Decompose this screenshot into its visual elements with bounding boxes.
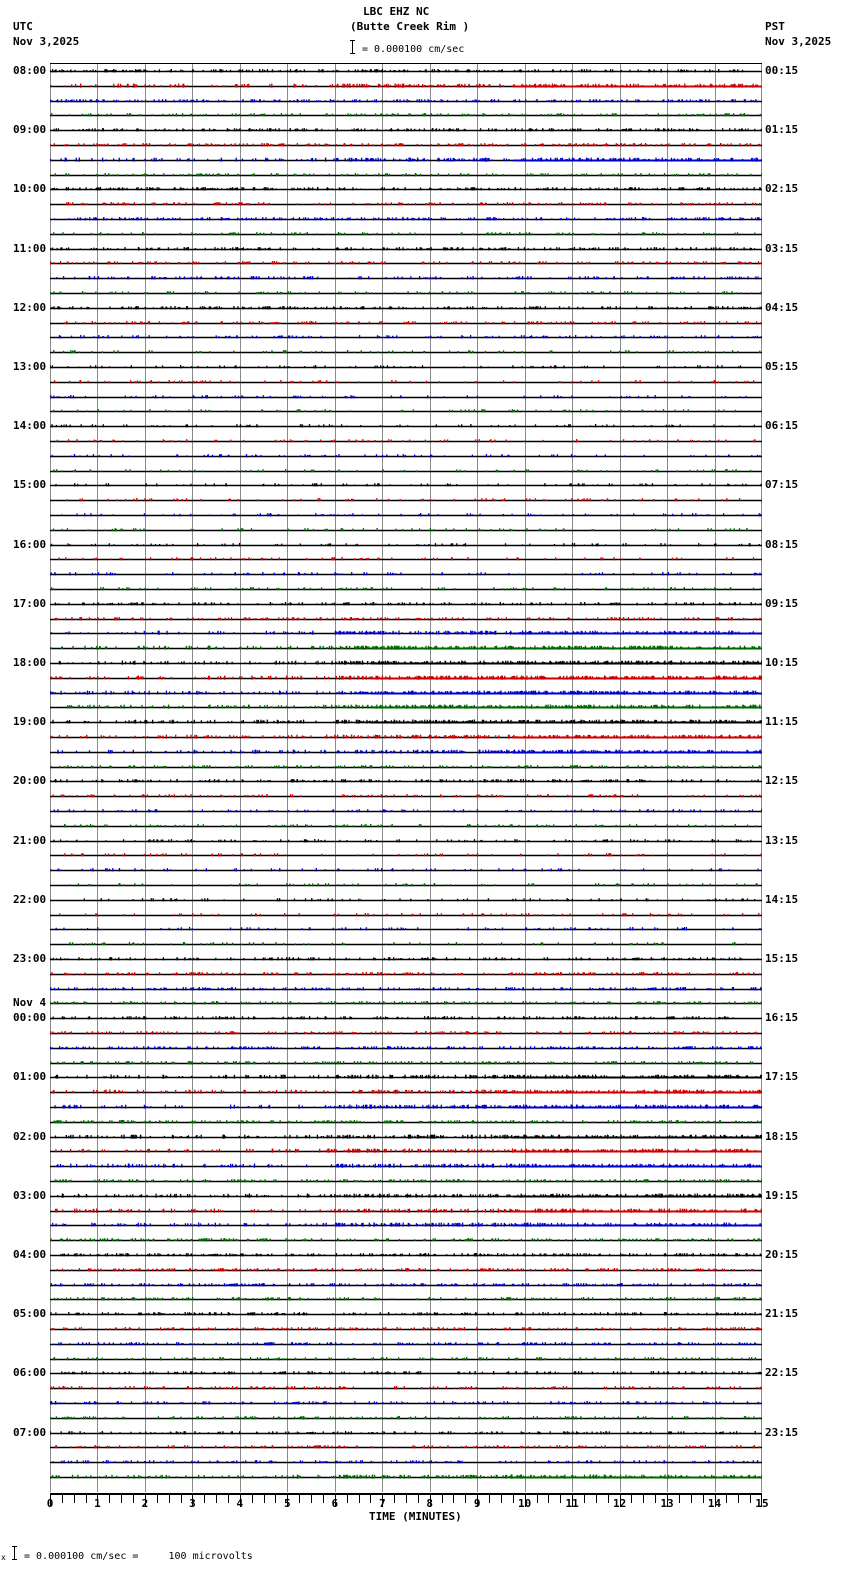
- minor-tick: [74, 1495, 75, 1503]
- trace-row: [50, 230, 762, 238]
- trace-row: [50, 1473, 762, 1481]
- minor-tick: [406, 1495, 407, 1503]
- minor-tick: [703, 1495, 704, 1503]
- trace-row: [50, 881, 762, 889]
- trace-row: [50, 1088, 762, 1096]
- trace-row: [50, 629, 762, 637]
- minor-tick: [121, 1495, 122, 1503]
- trace-row: [50, 1073, 762, 1081]
- x-tick-label: 15: [755, 1497, 769, 1510]
- trace-row: [50, 1325, 762, 1333]
- minor-tick: [608, 1495, 609, 1503]
- trace-row: [50, 1162, 762, 1170]
- pst-hour-label: 02:15: [765, 182, 799, 196]
- trace-row: [50, 555, 762, 563]
- pst-hour-label: 17:15: [765, 1070, 799, 1084]
- trace-row: [50, 82, 762, 90]
- trace-row: [50, 407, 762, 415]
- minor-tick: [264, 1495, 265, 1503]
- trace-row: [50, 126, 762, 134]
- pst-hour-label: 07:15: [765, 478, 799, 492]
- utc-hour-label: 06:00: [13, 1366, 47, 1380]
- trace-row: [50, 319, 762, 327]
- minor-tick: [275, 1495, 276, 1503]
- utc-hour-label: 00:00: [13, 1011, 47, 1025]
- minor-tick: [453, 1495, 454, 1503]
- trace-row: [50, 748, 762, 756]
- pst-hour-label: 20:15: [765, 1248, 799, 1261]
- trace-row: [50, 1118, 762, 1126]
- trace-row: [50, 452, 762, 460]
- pst-hour-label: 18:15: [765, 1129, 799, 1143]
- x-tick-label: 5: [284, 1497, 291, 1510]
- scale-bar-icon: [352, 40, 353, 54]
- trace-row: [50, 777, 762, 785]
- trace-row: [50, 481, 762, 489]
- minor-tick: [359, 1495, 360, 1503]
- pst-hour-label: 08:15: [765, 537, 799, 551]
- pst-hour-label: 10:15: [765, 656, 799, 669]
- trace-row: [50, 1177, 762, 1185]
- trace-row: [50, 289, 762, 297]
- minor-tick: [109, 1495, 110, 1503]
- trace-row: [50, 970, 762, 978]
- x-tick-label: 9: [473, 1497, 481, 1510]
- utc-hour-label: 02:00: [13, 1129, 47, 1143]
- trace-row: [50, 67, 762, 75]
- trace-row: [50, 733, 762, 741]
- trace-row: [50, 851, 762, 859]
- seismogram-plot: [50, 63, 762, 1494]
- pst-hour-label: 09:15: [765, 596, 799, 610]
- minor-tick: [513, 1495, 514, 1503]
- trace-row: [50, 1029, 762, 1037]
- pst-hour-label: 00:15: [765, 64, 799, 77]
- minor-tick: [169, 1495, 170, 1503]
- trace-row: [50, 245, 762, 253]
- scale-text: = 0.000100 cm/sec: [362, 44, 465, 55]
- trace-row: [50, 689, 762, 697]
- trace-row: [50, 585, 762, 593]
- x-tick-label: 3: [189, 1497, 196, 1510]
- trace-row: [50, 925, 762, 933]
- trace-row: [50, 393, 762, 401]
- utc-hour-label: 23:00: [13, 952, 47, 965]
- pst-hour-label: 05:15: [765, 360, 799, 373]
- trace-row: [50, 600, 762, 608]
- trace-row: [50, 511, 762, 519]
- trace-row: [50, 570, 762, 578]
- trace-row: [50, 1399, 762, 1407]
- left-timezone: UTC: [13, 20, 33, 33]
- date-change-label: Nov 4: [13, 996, 47, 1010]
- x-tick-label: 10: [518, 1497, 532, 1510]
- trace-row: [50, 111, 762, 119]
- trace-row: [50, 304, 762, 312]
- x-tick-label: 2: [141, 1497, 149, 1510]
- minor-tick: [394, 1495, 395, 1503]
- x-tick-label: 4: [236, 1497, 244, 1510]
- minor-tick: [347, 1495, 348, 1503]
- utc-hour-label: 15:00: [13, 478, 47, 492]
- trace-row: [50, 999, 762, 1007]
- trace-row: [50, 1147, 762, 1155]
- trace-row: [50, 259, 762, 267]
- x-tick-label: 8: [426, 1497, 434, 1510]
- x-tick-label: 6: [331, 1497, 339, 1510]
- minor-tick: [631, 1495, 632, 1503]
- trace-row: [50, 363, 762, 371]
- minor-tick: [228, 1495, 229, 1503]
- trace-row: [50, 822, 762, 830]
- pst-hour-label: 14:15: [765, 892, 799, 906]
- utc-hour-label: 19:00: [13, 715, 47, 729]
- station-site: (Butte Creek Rim ): [350, 20, 470, 33]
- trace-row: [50, 1207, 762, 1215]
- trace-row: [50, 541, 762, 549]
- x-axis: [50, 1493, 762, 1507]
- x-axis-title: TIME (MINUTES): [369, 1510, 462, 1523]
- trace-row: [50, 156, 762, 164]
- trace-row: [50, 763, 762, 771]
- trace-row: [50, 1059, 762, 1067]
- pst-hour-label: 06:15: [765, 419, 799, 433]
- minor-tick: [133, 1495, 134, 1503]
- trace-row: [50, 1044, 762, 1052]
- utc-hour-label: 20:00: [13, 774, 47, 788]
- minor-tick: [596, 1495, 597, 1503]
- trace-row: [50, 1414, 762, 1422]
- trace-row: [50, 1236, 762, 1244]
- minor-tick: [311, 1495, 312, 1503]
- minor-tick: [465, 1495, 466, 1503]
- trace-row: [50, 792, 762, 800]
- minor-tick: [643, 1495, 644, 1503]
- minor-tick: [726, 1495, 727, 1503]
- minor-tick: [62, 1495, 63, 1503]
- utc-hour-label: 03:00: [13, 1188, 47, 1202]
- trace-row: [50, 1295, 762, 1303]
- utc-hour-label: 11:00: [13, 241, 47, 255]
- minor-tick: [252, 1495, 253, 1503]
- pst-hour-label: 22:15: [765, 1366, 799, 1380]
- left-date: Nov 3,2025: [13, 35, 80, 48]
- minor-tick: [299, 1495, 300, 1503]
- minor-tick: [157, 1495, 158, 1503]
- trace-row: [50, 837, 762, 845]
- utc-hour-label: 22:00: [13, 892, 47, 906]
- minor-tick: [216, 1495, 217, 1503]
- trace-row: [50, 807, 762, 815]
- x-tick-label: 14: [707, 1497, 722, 1510]
- trace-row: [50, 1281, 762, 1289]
- x-tick-label: 1: [94, 1497, 101, 1510]
- minor-tick: [501, 1495, 502, 1503]
- trace-row: [50, 911, 762, 919]
- trace-row: [50, 200, 762, 208]
- trace-row: [50, 985, 762, 993]
- minor-tick: [738, 1495, 739, 1503]
- trace-row: [50, 615, 762, 623]
- minor-tick: [181, 1495, 182, 1503]
- trace-row: [50, 1103, 762, 1111]
- utc-hour-label: 13:00: [13, 360, 47, 373]
- trace-row: [50, 1014, 762, 1022]
- trace-row: [50, 718, 762, 726]
- trace-row: [50, 526, 762, 534]
- minor-tick: [323, 1495, 324, 1503]
- utc-hour-label: 10:00: [13, 182, 47, 196]
- trace-row: [50, 1221, 762, 1229]
- minor-tick: [560, 1495, 561, 1503]
- trace-row: [50, 703, 762, 711]
- trace-row: [50, 1429, 762, 1437]
- trace-row: [50, 437, 762, 445]
- trace-row: [50, 1251, 762, 1259]
- footer-scale-prefix: x: [1, 1553, 6, 1562]
- utc-hour-label: 04:00: [13, 1248, 47, 1261]
- right-date: Nov 3,2025: [765, 35, 832, 48]
- pst-hour-label: 13:15: [765, 833, 799, 847]
- utc-hour-label: 17:00: [13, 596, 47, 610]
- pst-hour-label: 16:15: [765, 1011, 799, 1025]
- trace-row: [50, 896, 762, 904]
- x-tick-label: 0: [46, 1497, 54, 1510]
- minor-tick: [655, 1495, 656, 1503]
- minor-tick: [418, 1495, 419, 1503]
- utc-hour-label: 12:00: [13, 300, 47, 314]
- station-title: LBC EHZ NC: [363, 5, 430, 18]
- trace-row: [50, 185, 762, 193]
- pst-hour-label: 23:15: [765, 1425, 799, 1439]
- trace-row: [50, 1369, 762, 1377]
- utc-hour-label: 07:00: [13, 1425, 47, 1439]
- trace-row: [50, 659, 762, 667]
- trace-row: [50, 866, 762, 874]
- trace-row: [50, 141, 762, 149]
- trace-row: [50, 274, 762, 282]
- footer-scale-text: = 0.000100 cm/sec = 100 microvolts: [24, 1551, 253, 1562]
- pst-hour-label: 03:15: [765, 241, 799, 255]
- right-timezone: PST: [765, 20, 785, 33]
- x-tick-label: 12: [612, 1497, 627, 1510]
- utc-hour-label: 01:00: [13, 1070, 47, 1084]
- trace-row: [50, 1355, 762, 1363]
- utc-hour-label: 18:00: [13, 656, 47, 669]
- x-tick-label: 11: [565, 1497, 579, 1510]
- x-tick-label: 7: [378, 1497, 386, 1510]
- utc-hour-label: 08:00: [13, 64, 47, 77]
- trace-row: [50, 215, 762, 223]
- minor-tick: [584, 1495, 585, 1503]
- trace-row: [50, 467, 762, 475]
- trace-row: [50, 940, 762, 948]
- trace-row: [50, 422, 762, 430]
- minor-tick: [691, 1495, 692, 1503]
- trace-row: [50, 1458, 762, 1466]
- utc-hour-label: 16:00: [13, 537, 47, 551]
- minor-tick: [442, 1495, 443, 1503]
- minor-tick: [750, 1495, 751, 1503]
- minor-tick: [86, 1495, 87, 1503]
- x-tick-label: 13: [660, 1497, 674, 1510]
- minor-tick: [537, 1495, 538, 1503]
- pst-hour-label: 01:15: [765, 123, 799, 137]
- pst-hour-label: 19:15: [765, 1188, 799, 1202]
- trace-row: [50, 97, 762, 105]
- trace-row: [50, 171, 762, 179]
- pst-hour-label: 21:15: [765, 1307, 799, 1321]
- footer-scale-bar-icon: [14, 1546, 15, 1560]
- minor-tick: [204, 1495, 205, 1503]
- trace-row: [50, 333, 762, 341]
- minor-tick: [548, 1495, 549, 1503]
- minor-tick: [679, 1495, 680, 1503]
- trace-row: [50, 674, 762, 682]
- minor-tick: [489, 1495, 490, 1503]
- pst-hour-label: 11:15: [765, 715, 799, 729]
- trace-row: [50, 1266, 762, 1274]
- pst-hour-label: 12:15: [765, 774, 799, 788]
- utc-hour-label: 14:00: [13, 419, 47, 433]
- trace-row: [50, 496, 762, 504]
- trace-row: [50, 1310, 762, 1318]
- trace-row: [50, 1384, 762, 1392]
- trace-row: [50, 348, 762, 356]
- utc-hour-label: 21:00: [13, 833, 47, 847]
- pst-hour-label: 15:15: [765, 952, 799, 965]
- trace-row: [50, 644, 762, 652]
- trace-row: [50, 1133, 762, 1141]
- utc-hour-label: 05:00: [13, 1307, 47, 1321]
- trace-row: [50, 1443, 762, 1451]
- trace-row: [50, 1192, 762, 1200]
- utc-hour-label: 09:00: [13, 123, 47, 137]
- trace-row: [50, 955, 762, 963]
- trace-row: [50, 1340, 762, 1348]
- trace-row: [50, 378, 762, 386]
- minor-tick: [370, 1495, 371, 1503]
- pst-hour-label: 04:15: [765, 300, 799, 314]
